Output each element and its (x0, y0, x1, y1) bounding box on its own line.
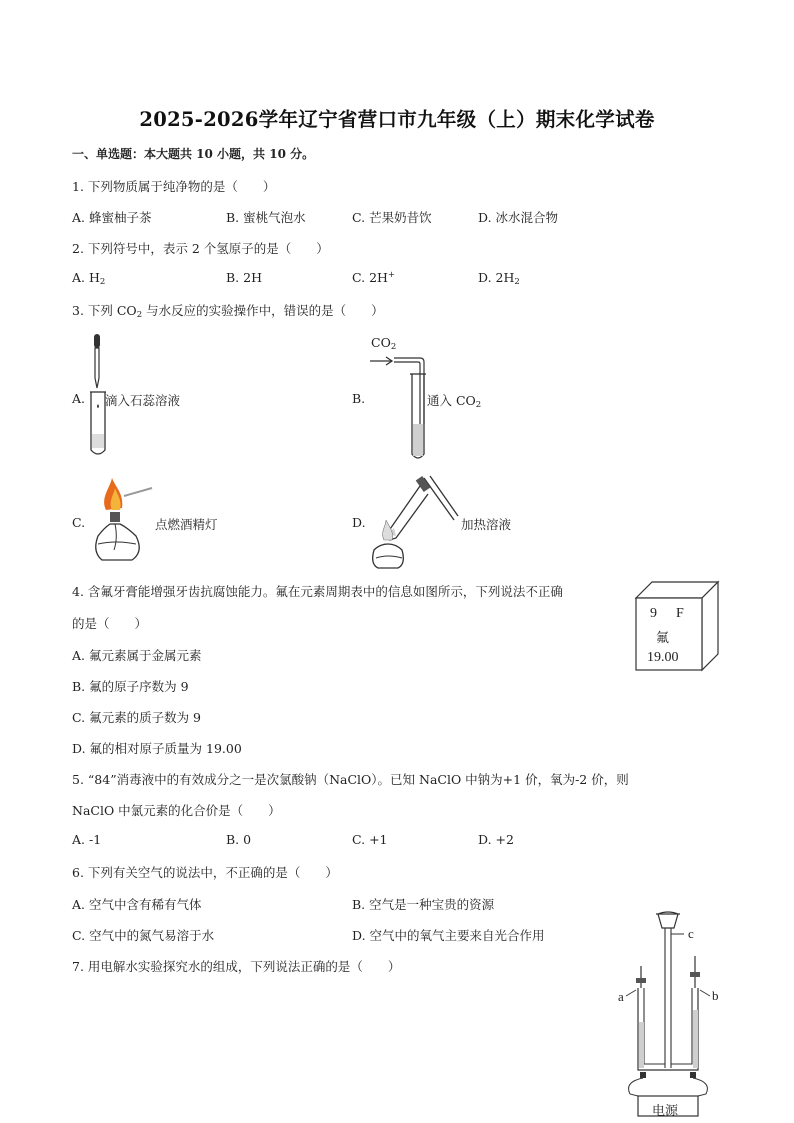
q3-option-b-label: 通入 $CO_2$ (427, 393, 482, 410)
question-3-stem: 3. 下列 $CO_2$ 与水反应的实验操作中，错误的是（ ） (72, 303, 384, 320)
q4-option-c: C. 氟元素的质子数为 9 (72, 710, 201, 725)
gas-tube-test-tube-icon (368, 352, 430, 464)
question-2-stem: 2. 下列符号中，表示 2 个氢原子的是（ ） (72, 241, 329, 256)
q1-option-d: D. 冰水混合物 (478, 210, 559, 225)
q3-option-d-label: 加热溶液 (461, 517, 512, 532)
q6-option-a: A. 空气中含有稀有气体 (72, 897, 202, 912)
q1-option-c: C. 芒果奶昔饮 (352, 210, 432, 225)
q3-option-b-letter: B. (352, 391, 366, 406)
q5-option-a: A. -1 (72, 832, 102, 847)
section-heading: 一、单选题：本大题共 10 小题，共 10 分。 (72, 147, 315, 161)
q2-option-a: A. $H_2$ (72, 270, 106, 287)
element-atomic-number: 9 (650, 606, 657, 621)
electrolysis-apparatus-icon (612, 910, 722, 1120)
q4-option-d: D. 氟的相对原子质量为 19.00 (72, 741, 242, 756)
q5-option-d: D. +2 (478, 832, 514, 847)
question-5-stem-line1: 5. “84”消毒液中的有效成分之一是次氯酸钠（NaClO）。已知 NaClO 中钠为+1 价，氧为-2 价，则 (72, 772, 629, 787)
alcohol-lamp-icon (88, 478, 154, 568)
question-6-stem: 6. 下列有关空气的说法中，不正确的是（ ） (72, 865, 338, 880)
q3-option-a-letter: A. (72, 391, 86, 406)
q2-option-c: C. 2H+ (352, 270, 396, 286)
q1-option-b: B. 蜜桃气泡水 (226, 210, 306, 225)
electrode-label-a: a (618, 989, 624, 1004)
question-1-stem: 1. 下列物质属于纯净物的是（ ） (72, 179, 276, 194)
q6-option-c: C. 空气中的氮气易溶于水 (72, 928, 215, 943)
q3-option-c-letter: C. (72, 515, 86, 530)
electrode-label-b: b (712, 988, 719, 1003)
power-supply-label: 电源 (652, 1104, 679, 1119)
q6-option-b: B. 空气是一种宝贵的资源 (352, 897, 495, 912)
q6-option-d: D. 空气中的氧气主要来自光合作用 (352, 928, 545, 943)
element-mass: 19.00 (647, 650, 679, 665)
q2-option-d: D. $2H_2$ (478, 270, 520, 287)
question-7-stem: 7. 用电解水实验探究水的组成，下列说法正确的是（ ） (72, 959, 401, 974)
heating-test-tube-icon (366, 476, 462, 570)
q5-option-b: B. 0 (226, 832, 252, 847)
q3-option-b-gas-label: $CO_2$ (371, 335, 397, 352)
question-5-stem-line2: NaClO 中氯元素的化合价是（ ） (72, 803, 281, 818)
funnel-label-c: c (688, 926, 694, 941)
q3-option-c-label: 点燃酒精灯 (155, 517, 218, 532)
element-symbol: F (676, 606, 684, 621)
question-4-stem-line1: 4. 含氟牙膏能增强牙齿抗腐蚀能力。氟在元素周期表中的信息如图所示，下列说法不正确 (72, 584, 563, 599)
q4-option-b: B. 氟的原子序数为 9 (72, 679, 189, 694)
element-name: 氟 (656, 631, 670, 646)
q1-option-a: A. 蜂蜜柚子茶 (72, 210, 152, 225)
q5-option-c: C. +1 (352, 832, 388, 847)
q4-option-a: A. 氟元素属于金属元素 (72, 648, 202, 663)
q3-option-a-label: 滴入石蕊溶液 (105, 393, 181, 408)
question-4-stem-line2: 的是（ ） (72, 616, 148, 631)
exam-title: 2025-2026学年辽宁省营口市九年级（上）期末化学试卷 (139, 108, 655, 131)
q3-option-d-letter: D. (352, 515, 366, 530)
q2-option-b: B. 2H (226, 270, 262, 285)
